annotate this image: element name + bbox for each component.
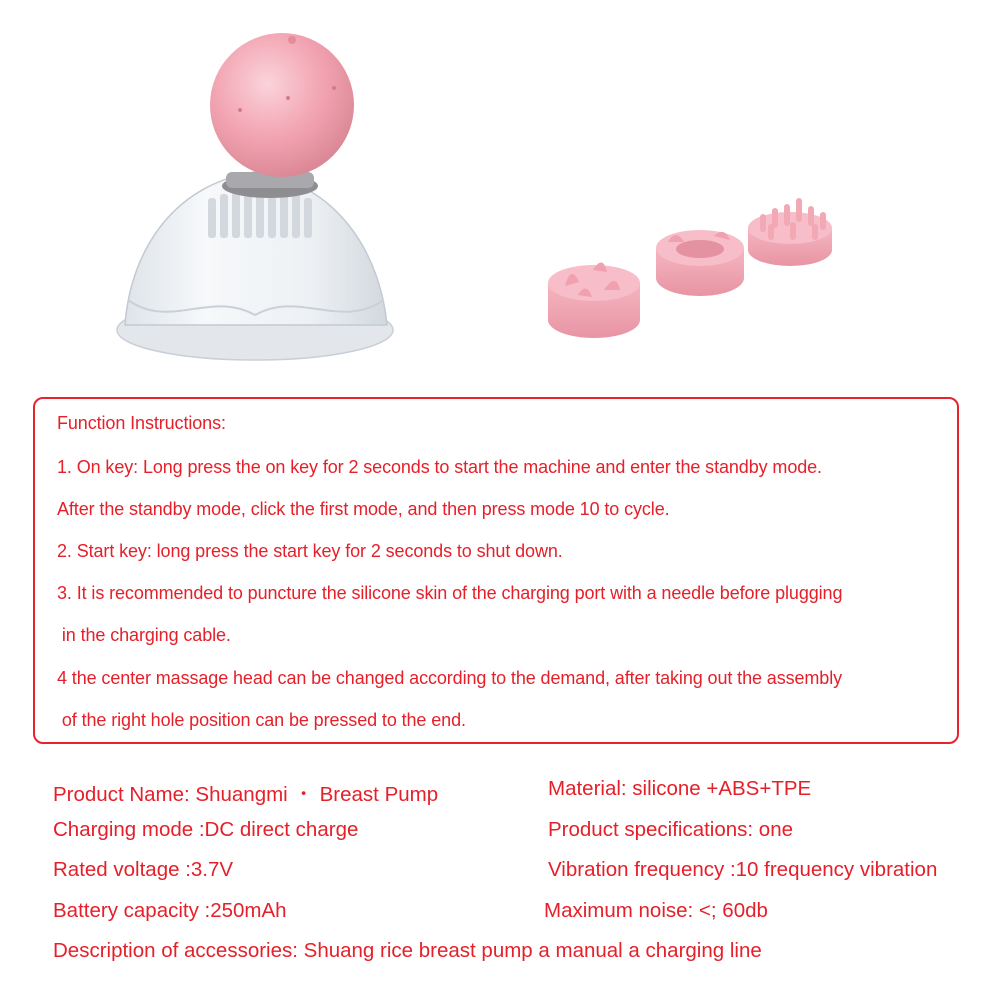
- instruction-line: 4 the center massage head can be changed according to the demand, after taking out the assembly: [57, 668, 843, 688]
- massage-head-3: [748, 198, 832, 266]
- instruction-line: of the right hole position can be pressed to the end.: [57, 710, 466, 730]
- instruction-line: 2. Start key: long press the start key for 2 seconds to shut down.: [57, 541, 563, 561]
- massage-head-2: [656, 230, 744, 296]
- instruction-line: 3. It is recommended to puncture the silicone skin of the charging port with a needle before plugging: [57, 583, 843, 603]
- spec-battery-capacity: Battery capacity :250mAh: [53, 899, 287, 922]
- spec-product-name: Product Name: Shuangmi ・ Breast Pump: [53, 783, 439, 806]
- breast-pump-device: [117, 33, 393, 360]
- instruction-line: 1. On key: Long press the on key for 2 seconds to start the machine and enter the standby mode.: [57, 457, 822, 477]
- spec-rated-voltage: Rated voltage :3.7V: [53, 858, 234, 881]
- function-instructions-box: [33, 397, 959, 744]
- instruction-line: After the standby mode, click the first mode, and then press mode 10 to cycle.: [57, 499, 670, 519]
- spec-vibration-frequency: Vibration frequency :10 frequency vibration: [548, 858, 938, 881]
- spec-product-specifications: Product specifications: one: [548, 818, 793, 841]
- instructions-heading: Function Instructions:: [57, 413, 226, 433]
- instruction-line: in the charging cable.: [57, 625, 231, 645]
- spec-material: Material: silicone +ABS+TPE: [548, 777, 812, 800]
- spec-accessories: Description of accessories: Shuang rice breast pump a manual a charging line: [53, 939, 762, 962]
- product-image: [0, 0, 1000, 390]
- spec-charging-mode: Charging mode :DC direct charge: [53, 818, 359, 841]
- massage-head-1: [548, 262, 640, 338]
- spec-maximum-noise: Maximum noise: <; 60db: [544, 899, 768, 922]
